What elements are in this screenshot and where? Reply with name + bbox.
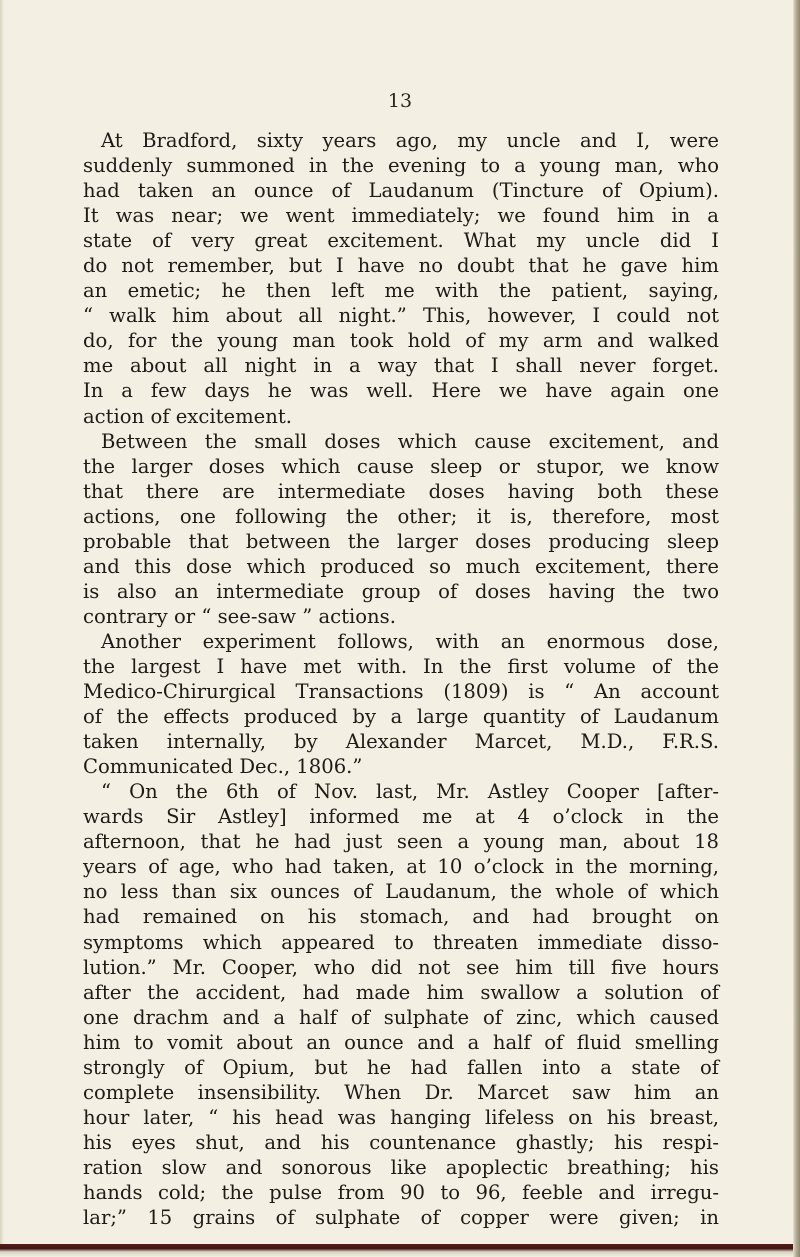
text-line: “ walk him about all night.” This, however, I could not [83,304,719,328]
text-line: the largest I have met with. In the first volume of the [83,654,719,678]
text-line: of the effects produced by a large quantity of Laudanum [83,705,719,729]
text-line: action of excitement. [83,404,292,428]
text-line: and this dose which produced so much excitement, there [83,554,719,578]
text-line: hands cold; the pulse from 90 to 96, feeble and irregu- [83,1180,719,1204]
text-line: after the accident, had made him swallow a solution of [83,980,719,1004]
text-line: is also an intermediate group of doses having the two [83,579,719,603]
text-line: had remained on his stomach, and had brought on [83,905,719,929]
text-line: In a few days he was well. Here we have again one [83,379,719,403]
text-line: lar;” 15 grains of sulphate of copper were given; in [83,1206,719,1230]
text-line: suddenly summoned in the evening to a young man, who [83,154,719,178]
text-line: Communicated Dec., 1806.” [83,755,363,779]
text-line: hour later, “ his head was hanging lifeless on his breast, [83,1105,719,1129]
text-line: do not remember, but I have no doubt that he gave him [83,254,719,278]
text-line: had taken an ounce of Laudanum (Tincture of Opium). [83,179,719,203]
page-number: 13 [387,90,413,112]
text-line: wards Sir Astley] informed me at 4 o’clock in the [83,805,719,829]
text-line: contrary or “ see-saw ” actions. [83,604,396,628]
text-line: state of very great excitement. What my uncle did I [83,229,719,253]
page-left-shadow [0,0,4,1257]
text-line: afternoon, that he had just seen a young man, about 18 [83,830,719,854]
text-line: taken internally, by Alexander Marcet, M.D., F.R.S. [83,730,719,754]
text-line: Medico-Chirurgical Transactions (1809) is “ An account [83,680,719,704]
text-line: him to vomit about an ounce and a half of fluid smelling [83,1030,719,1054]
body-text [83,128,719,1230]
text-line: years of age, who had taken, at 10 o’clock in the morning, [83,855,719,879]
text-line: the larger doses which cause sleep or stupor, we know [83,454,719,478]
text-line: actions, one following the other; it is, therefore, most [83,504,719,528]
text-line: strongly of Opium, but he had fallen into a state of [83,1055,719,1079]
text-line: symptoms which appeared to threaten immediate disso- [83,930,719,954]
text-line: Between the small doses which cause excitement, and [101,429,719,453]
text-line: At Bradford, sixty years ago, my uncle and I, were [101,129,719,152]
text-line: probable that between the larger doses producing sleep [83,529,719,553]
text-line: his eyes shut, and his countenance ghastly; his respi- [83,1130,719,1154]
text-line: an emetic; he then left me with the patient, saying, [83,279,719,303]
text-line: “ On the 6th of Nov. last, Mr. Astley Cooper [after- [101,780,719,804]
text-line: me about all night in a way that I shall never forget. [83,354,719,378]
text-line: do, for the young man took hold of my arm and walked [83,329,719,353]
page-right-edge [793,0,800,1257]
text-line: ration slow and sonorous like apoplectic breathing; his [83,1155,719,1179]
text-line: complete insensibility. When Dr. Marcet saw him an [83,1080,719,1104]
text-line: Another experiment follows, with an enormous dose, [101,629,719,653]
text-line: one drachm and a half of sulphate of zinc, which caused [83,1005,719,1029]
text-line: no less than six ounces of Laudanum, the whole of which [83,880,719,904]
text-line: lution.” Mr. Cooper, who did not see him till five hours [83,955,719,979]
text-line: that there are intermediate doses having both these [83,479,719,503]
text-line: It was near; we went immediately; we found him in a [83,204,719,228]
page-bottom-edge [0,1244,793,1257]
